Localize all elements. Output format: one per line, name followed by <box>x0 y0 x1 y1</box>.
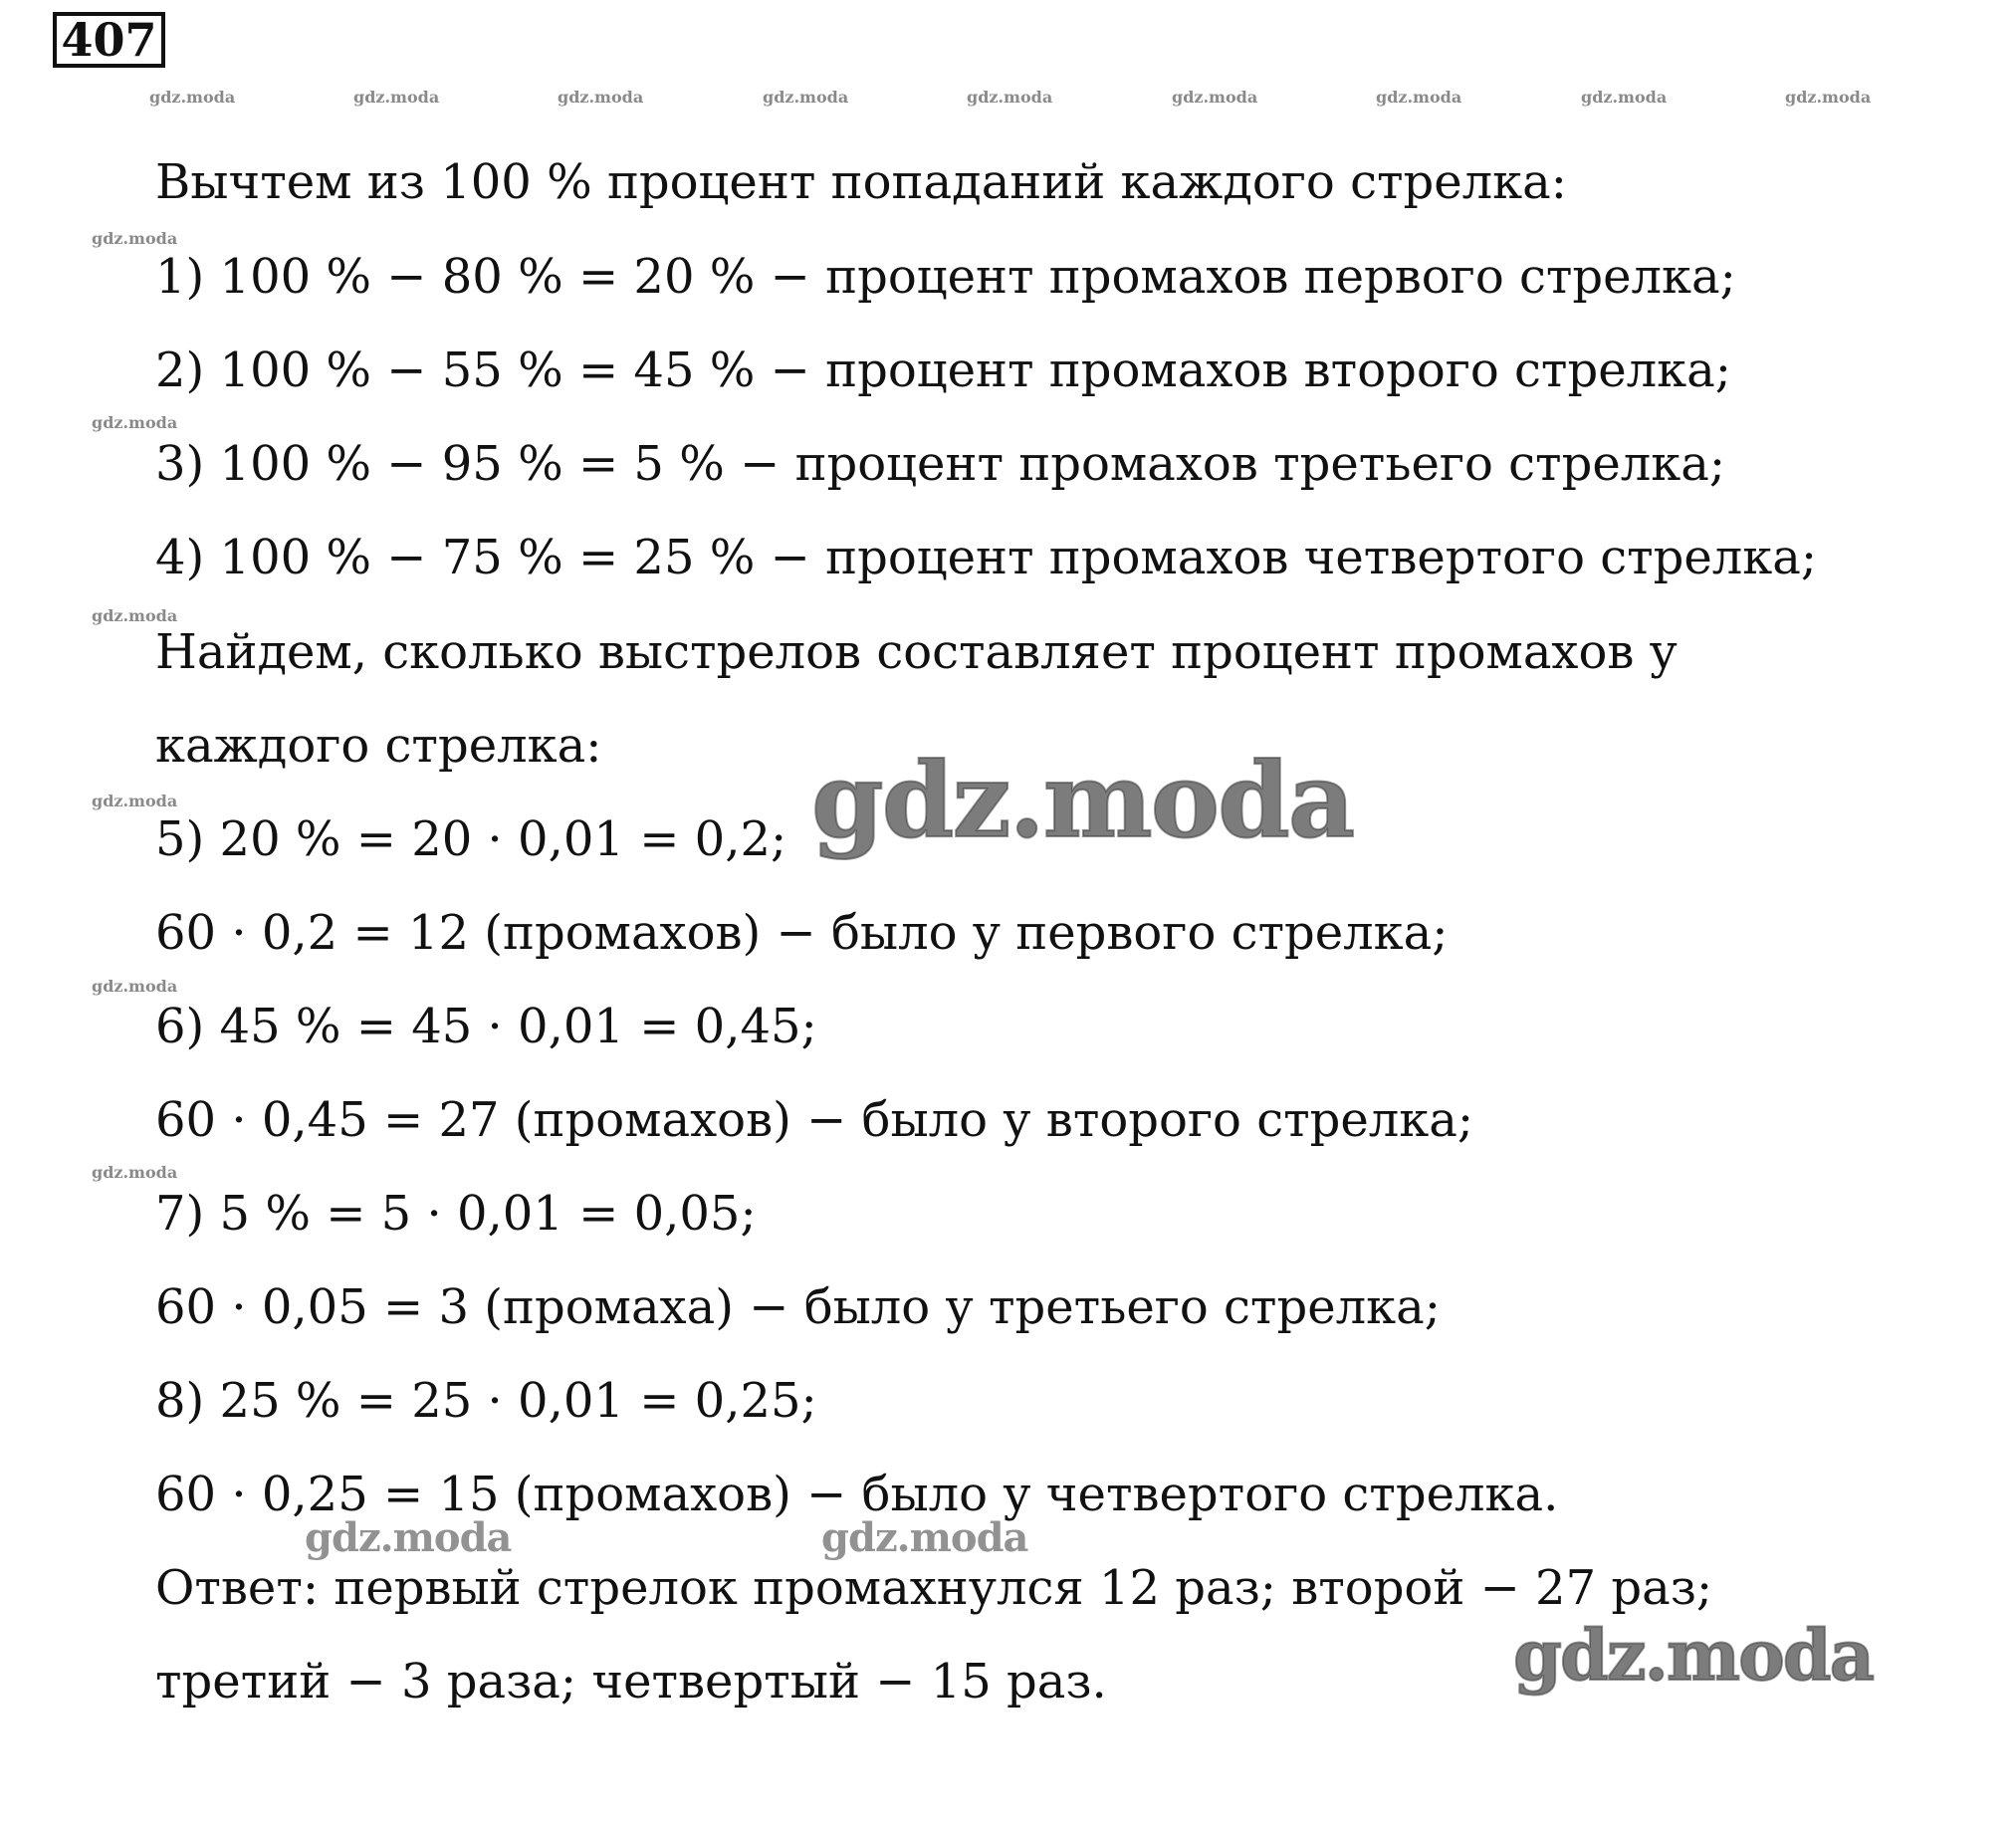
watermark-small: gdz.moda <box>763 88 849 107</box>
solution-line: 2) 100 % − 55 % = 45 % − процент промахов второго стрелка; <box>155 342 1731 398</box>
solution-line: Ответ: первый стрелок промахнулся 12 раз; второй − 27 раз; <box>155 1560 1713 1616</box>
solution-line: 6) 45 % = 45 · 0,01 = 0,45; <box>155 999 817 1054</box>
watermark-small: gdz.moda <box>1376 88 1462 107</box>
solution-line: 60 · 0,05 = 3 (промаха) − было у третьего стрелка; <box>155 1279 1441 1335</box>
watermark-small: gdz.moda <box>92 792 178 810</box>
watermark-small: gdz.moda <box>92 1163 178 1182</box>
watermark-small: gdz.moda <box>149 88 236 107</box>
watermark-large: gdz.moda <box>1513 1614 1874 1697</box>
watermark-small: gdz.moda <box>92 229 178 248</box>
watermark-small: gdz.moda <box>92 606 178 625</box>
watermark-small: gdz.moda <box>967 88 1053 107</box>
solution-line: 60 · 0,45 = 27 (промахов) − было у второго стрелка; <box>155 1092 1474 1148</box>
watermark-small: gdz.moda <box>1581 88 1668 107</box>
solution-line: каждого стрелка: <box>155 718 602 774</box>
solution-line: Вычтем из 100 % процент попаданий каждого стрелка: <box>155 154 1567 210</box>
solution-line: Найдем, сколько выстрелов составляет процент промахов у <box>155 624 1678 680</box>
solution-line: 4) 100 % − 75 % = 25 % − процент промахов четвертого стрелка; <box>155 530 1818 585</box>
solution-line: 1) 100 % − 80 % = 20 % − процент промахов первого стрелка; <box>155 249 1736 305</box>
watermark-large: gdz.moda <box>811 739 1354 861</box>
watermark-small: gdz.moda <box>1172 88 1258 107</box>
solution-line: 8) 25 % = 25 · 0,01 = 0,25; <box>155 1373 817 1429</box>
solution-line: 60 · 0,2 = 12 (промахов) − было у первого стрелка; <box>155 905 1449 961</box>
watermark-small: gdz.moda <box>92 977 178 996</box>
problem-number: 407 <box>53 12 165 68</box>
solution-line: 3) 100 % − 95 % = 5 % − процент промахов третьего стрелка; <box>155 436 1726 492</box>
watermark-medium: gdz.moda <box>821 1514 1028 1561</box>
solution-line: 7) 5 % = 5 · 0,01 = 0,05; <box>155 1186 757 1242</box>
solution-line: 5) 20 % = 20 · 0,01 = 0,2; <box>155 811 787 867</box>
watermark-small: gdz.moda <box>353 88 440 107</box>
watermark-small: gdz.moda <box>558 88 644 107</box>
solution-line: 60 · 0,25 = 15 (промахов) − было у четвертого стрелка. <box>155 1467 1559 1522</box>
watermark-small: gdz.moda <box>1785 88 1872 107</box>
watermark-medium: gdz.moda <box>305 1514 512 1561</box>
watermark-small: gdz.moda <box>92 413 178 432</box>
solution-line: третий − 3 раза; четвертый − 15 раз. <box>155 1654 1107 1710</box>
